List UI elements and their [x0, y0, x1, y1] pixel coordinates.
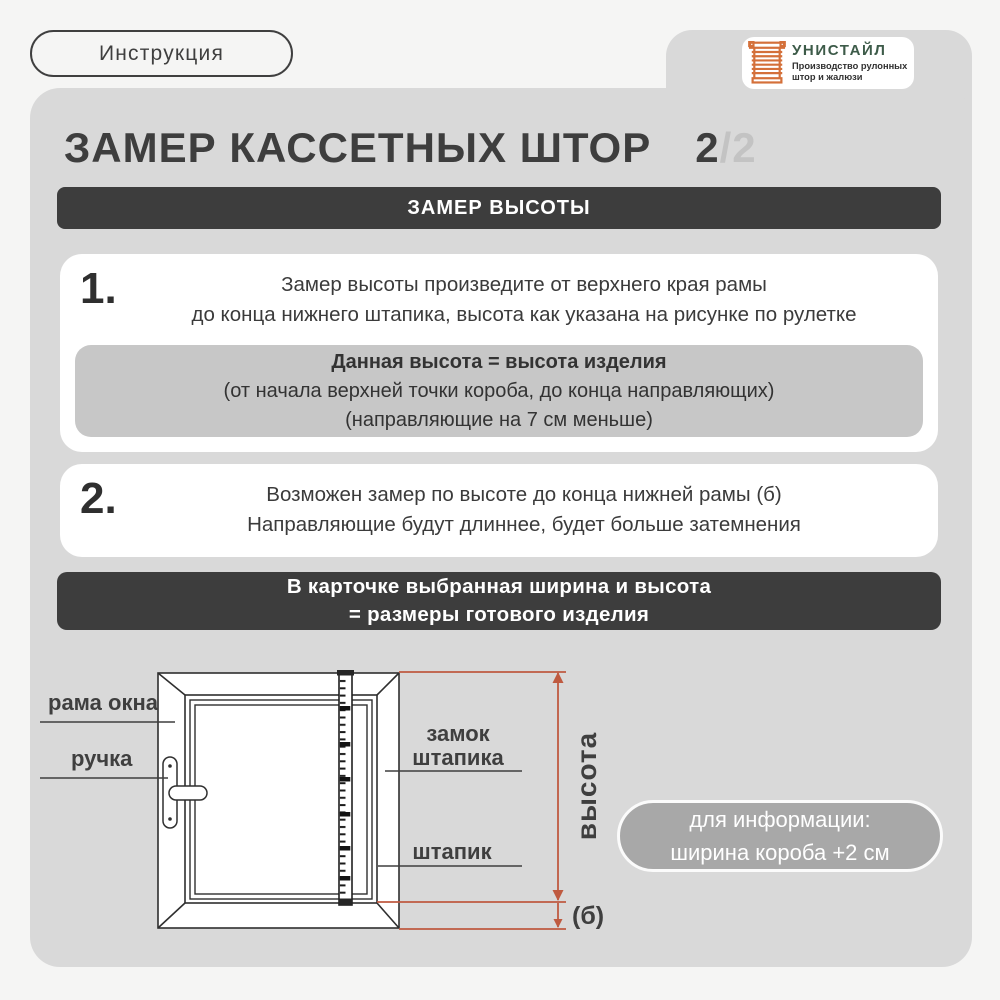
height-section-banner — [57, 187, 941, 229]
label-height: высота — [571, 731, 602, 841]
step-1-number: 1. — [80, 264, 117, 313]
note-line-3: (направляющие на 7 см меньше) — [345, 408, 653, 431]
step-2-text-line-1: Возможен замер по высоте до конца нижней рамы (б) — [266, 483, 782, 506]
label-handle: ручка — [71, 746, 133, 771]
instruction-badge[interactable] — [30, 30, 293, 77]
label-bead: штапик — [412, 839, 492, 864]
page-title: ЗАМЕР КАССЕТНЫХ ШТОР — [64, 124, 652, 171]
measuring-tape — [337, 670, 354, 905]
brand-tagline-line-1: Производство рулонных — [792, 61, 908, 71]
step-2-text-line-2: Направляющие будут длиннее, будет больше затемнения — [247, 513, 801, 536]
step-1-text-line-2: до конца нижнего штапика, высота как указана на рисунке по рулетке — [191, 303, 857, 326]
card-sizes-banner — [57, 572, 941, 630]
brand-name: УНИСТАЙЛ — [792, 42, 887, 59]
page-indicator — [695, 124, 756, 172]
info-box — [617, 800, 943, 872]
label-b-mark: (б) — [572, 902, 605, 930]
label-bead-lock-line-2: штапика — [412, 745, 504, 770]
step-1-note-box — [75, 345, 923, 437]
brand-tagline-line-2: штор и жалюзи — [792, 72, 863, 82]
step-2-number: 2. — [80, 474, 117, 523]
label-window-frame: рама окна — [48, 690, 158, 715]
card-sizes-banner-line-1: В карточке выбранная ширина и высота — [286, 575, 712, 598]
note-line-2: (от начала верхней точки короба, до конца направляющих) — [223, 379, 775, 402]
height-section-banner-label: ЗАМЕР ВЫСОТЫ — [407, 196, 591, 219]
card-sizes-banner-line-2: = размеры готового изделия — [348, 603, 650, 626]
step-1-card — [60, 254, 938, 452]
info-box-line-1: для информации: — [689, 807, 871, 832]
dimension-lines — [377, 672, 566, 929]
blinds-logo-icon — [748, 41, 786, 85]
page-total: /2 — [719, 124, 757, 171]
page-title-row — [64, 124, 944, 172]
note-line-bold: Данная высота = высота изделия — [331, 350, 667, 373]
step-1-text-line-1: Замер высоты произведите от верхнего края рамы — [281, 273, 767, 296]
instruction-badge-label: Инструкция — [98, 41, 225, 65]
info-box-line-2: ширина короба +2 см — [670, 840, 890, 865]
handle-lever — [169, 786, 207, 800]
page-current: 2 — [695, 124, 720, 171]
step-2-card — [60, 464, 938, 557]
brand-logo — [742, 37, 914, 89]
label-bead-lock-line-1: замок — [426, 721, 490, 746]
